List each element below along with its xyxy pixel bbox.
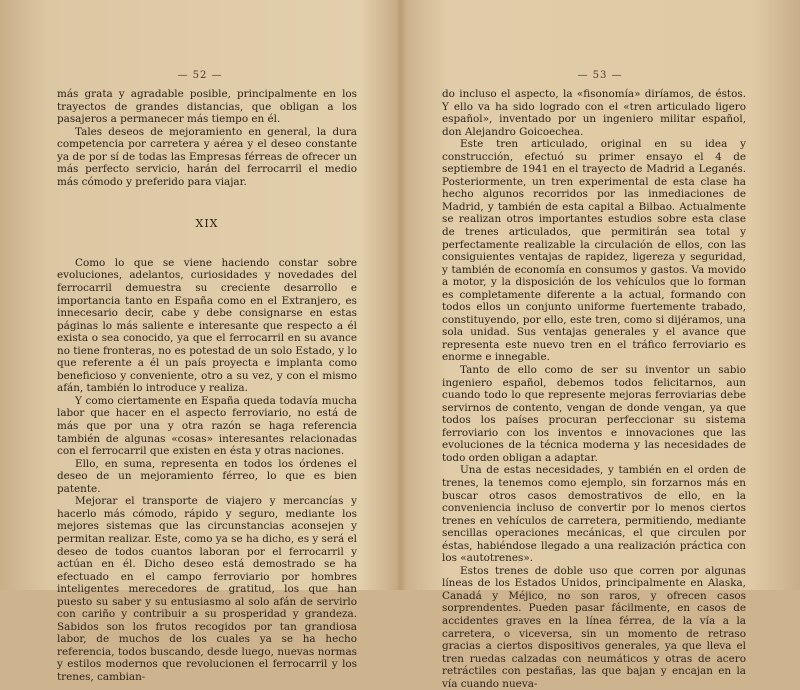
paragraph: Estos trenes de doble uso que corren por algunas líneas de los Estados Unidos, principalmente en Alaska, Canadá y Méjico, no son raros, y ofrecen casos sorprendentes. Pueden pasar fácilmente, en casos de accidentes graves en la línea férrea, de la vía a la carretera, o viceversa, sin un momento de retraso gracias a ciertos dispositivos generales, ya que lleva el tren ruedas calzadas con neumáticos y otras de acero retráctiles con pestañas, las que bajan y encajan en la vía cuando nueva- <box>442 564 746 690</box>
paragraph: do incluso el aspecto, la «fisonomía» diríamos, de éstos. Y ello va ha sido logrado con el «tren articulado ligero español», inventado por un ingeniero militar español, don Alejandro Goicoechea. <box>442 88 746 138</box>
right-page <box>400 0 800 690</box>
paragraph: Este tren articulado, original en su idea y construcción, efectuó su primer ensayo el 4 de septiembre de 1941 en el trayecto de Madrid a Leganés. Posteriormente, un tren experimental de esta clase ha hecho algunos recorridos por las inmediaciones de Madrid, y también de esta capital a Bilbao. Actualmente se realizan otros importantes estudios sobre esta clase de trenes articulados, que permitirán sea total y perfectamente realizable la circulación de ellos, con las consiguientes ventajas de rapidez, ligereza y seguridad, y también de economía en consumos y gastos. Va movido a motor, y la disposición de los vehículos que lo forman es completamente diferente a la actual, formando con todos ellos un conjunto uniforme fuertemente trabado, constituyendo, por ello, este tren, como si dijéramos, una sola unidad. Sus ventajas generales y el avance que representa este nuevo tren en el tráfico ferroviario es enorme e innegable. <box>442 138 746 364</box>
page-number: — 52 — <box>177 70 223 81</box>
page-body <box>57 88 357 684</box>
paragraph: Como lo que se viene haciendo constar sobre evoluciones, adelantos, curiosidades y novedades del ferrocarril demuestra su creciente desarrollo e importancia tanto en España como en el Extranjero, es innecesario decir, cabe y debe consignarse en estas páginas lo más saliente e interesante que respecto a él exista o sea conocido, ya que el ferrocarril en su avance no tiene fronteras, no es potestad de un solo Estado, y lo que referente a él un país proyecta e implanta como beneficioso y conveniente, otro a su vez, y con el mismo afán, también lo introduce y realiza. <box>57 256 357 395</box>
left-page <box>0 0 400 683</box>
paragraph: más grata y agradable posible, principalmente en los trayectos de grandes distancias, que obligan a los pasajeros a permanecer más tiempo en él. <box>57 88 357 126</box>
paragraph: Ello, en suma, representa en todos los órdenes el deseo de un mejoramiento férreo, lo que es bien patente. <box>57 457 357 495</box>
section-heading: XIX <box>195 217 219 231</box>
paragraph: Tales deseos de mejoramiento en general, la dura competencia por carretera y aérea y el deseo constante ya de por sí de todas las Empresas férreas de ofrecer un más perfecto servicio, harán del ferrocarril el medio más cómodo y preferido para viajar. <box>57 125 357 188</box>
paragraph: Y como ciertamente en España queda todavía mucha labor que hacer en el aspecto ferroviario, no está de más que por una y otra razón se haga referencia también de algunas «cosas» interesantes relacionadas con el ferrocarril que existen en ésta y otras naciones. <box>57 394 357 458</box>
paragraph: Tanto de ello como de ser su inventor un sabio ingeniero español, debemos todos felicitarnos, aun cuando todo lo que represente mejoras ferroviarias debe servirnos de contento, vengan de donde vengan, ya que todos los países procuran perfeccionar su sistema ferroviario con los inventos e innovaciones que las evoluciones de la técnica moderna y las necesidades de todo orden obligan a adaptar. <box>442 364 746 464</box>
paragraph: Mejorar el transporte de viajero y mercancías y hacerlo más cómodo, rápido y seguro, mediante los mejores sistemas que las circunstancias aconsejen y permitan realizar. Este, como ya se ha dicho, es y será el deseo de todos cuantos laboran por el ferrocarril y actúan en él. Dicho deseo está demostrado se ha efectuado en el campo ferroviario por hombres inteligentes merecedores de gratitud, los que han puesto su saber y su entusiasmo al solo afán de servirlo con cariño y contribuir a su prosperidad y grandeza. Sabidos son los frutos recogidos por tan grandiosa labor, de muchos de los cuales ya se ha hecho referencia, todos buscando, desde luego, nuevas normas y estilos modernos que revolucionen el ferrocarril y los trenes, cambian- <box>57 495 357 683</box>
page-body <box>442 88 746 690</box>
paragraph: Una de estas necesidades, y también en el orden de trenes, la tenemos como ejemplo, sin forzarnos más en buscar otros casos demostrativos de ello, en la conveniencia incluso de convertir por lo menos ciertos trenes en vehículos de carretera, permitiendo, mediante sencillas operaciones mecánicas, el que circulen por éstas, habiéndose llegado a una realización práctica con los «autotrenes». <box>442 464 746 565</box>
page-number: — 53 — <box>577 70 623 81</box>
